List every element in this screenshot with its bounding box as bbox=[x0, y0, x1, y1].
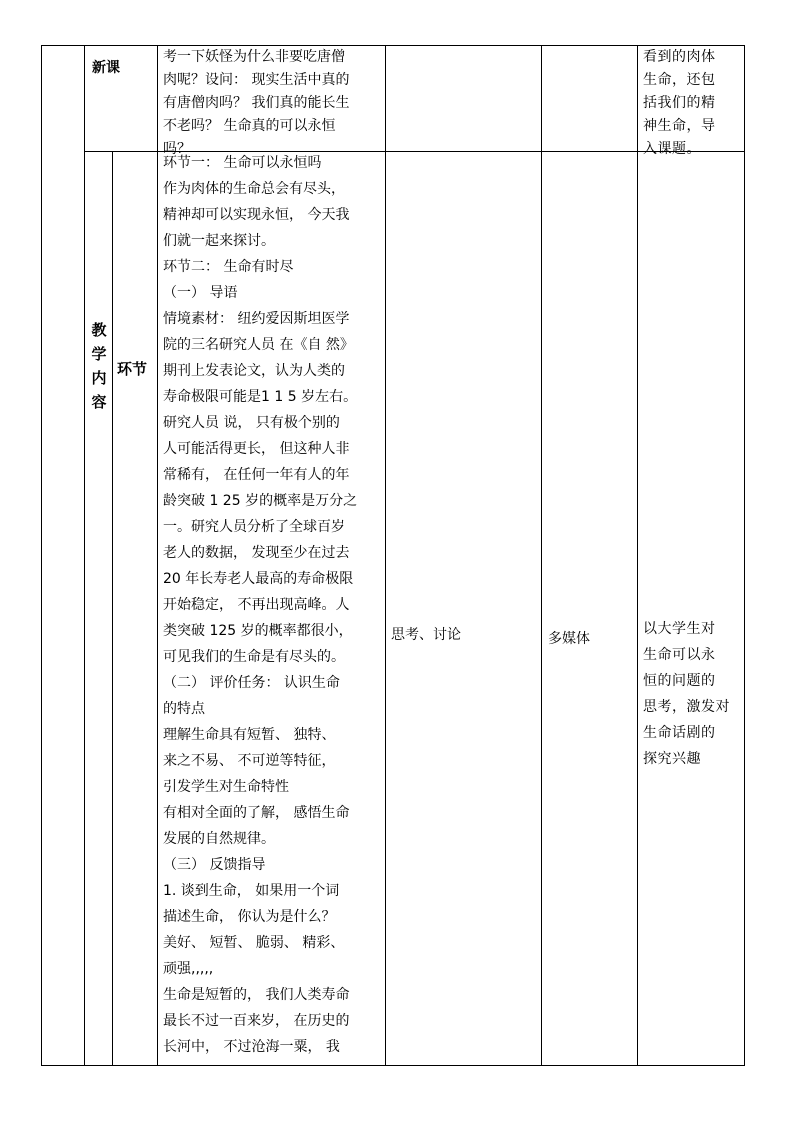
column-divider bbox=[84, 45, 85, 1066]
intent-line: 思考，激发对 bbox=[643, 699, 730, 715]
content-line: 院的三名研究人员 在《自 然》 bbox=[163, 337, 354, 353]
row1-content bbox=[163, 46, 349, 161]
intent-line: 入课题。 bbox=[643, 141, 701, 157]
content-line: 作为肉体的生命总会有尽头， bbox=[163, 181, 345, 197]
content-line: 有唐僧肉吗？ 我们真的能长生 bbox=[163, 95, 350, 111]
intent-line: 生命话剧的 bbox=[643, 725, 716, 741]
content-line: （三） 反馈指导 bbox=[163, 857, 266, 873]
content-line: 20 年长寿老人最高的寿命极限 bbox=[163, 571, 354, 587]
content-line: 期刊上发表论文，认为人类的 bbox=[163, 363, 345, 379]
content-line: 顽强,,,,, bbox=[163, 961, 214, 977]
content-line: 美好、 短暂、 脆弱、 精彩、 bbox=[163, 935, 345, 951]
content-line: 描述生命， 你认为是什么？ bbox=[163, 909, 336, 925]
content-line: 理解生命具有短暂、 独特、 bbox=[163, 727, 336, 743]
row2-intent bbox=[643, 616, 730, 772]
content-line: 人可能活得更长， 但这种人非 bbox=[163, 441, 350, 457]
content-line: 一。研究人员分析了全球百岁 bbox=[163, 519, 345, 535]
content-line: 环节一： 生命可以永恒吗 bbox=[163, 155, 322, 171]
content-line: 类突破 125 岁的概率都很小， bbox=[163, 623, 353, 639]
content-line: 考一下妖怪为什么非要吃唐僧 bbox=[163, 49, 345, 65]
intent-line: 探究兴趣 bbox=[643, 751, 701, 767]
content-line: 生命是短暂的， 我们人类寿命 bbox=[163, 987, 350, 1003]
intent-line: 看到的肉体 bbox=[643, 49, 716, 65]
column-divider bbox=[157, 45, 158, 1066]
content-line: 环节二： 生命有时尽 bbox=[163, 259, 294, 275]
row-sublabel-segment: 环节 bbox=[117, 360, 148, 378]
intent-line: 恒的问题的 bbox=[643, 673, 716, 689]
content-line: 不老吗？ 生命真的可以永恒 bbox=[163, 118, 336, 134]
content-line: （二） 评价任务： 认识生命 bbox=[163, 675, 340, 691]
content-line: 有相对全面的了解， 感悟生命 bbox=[163, 805, 350, 821]
content-line: 常稀有， 在任何一年有人的年 bbox=[163, 467, 350, 483]
content-line: 寿命极限可能是1 1 5 岁左右。 bbox=[163, 389, 358, 405]
content-line: 吗？ bbox=[163, 141, 191, 157]
intent-line: 神生命，导 bbox=[643, 118, 716, 134]
content-line: 老人的数据， 发现至少在过去 bbox=[163, 545, 350, 561]
lesson-table bbox=[41, 45, 745, 1066]
row1-intent bbox=[643, 46, 716, 161]
row-label-teaching-content: 教 学 内 容 bbox=[91, 321, 107, 411]
content-line: 精神却可以实现永恒， 今天我 bbox=[163, 207, 350, 223]
intent-line: 括我们的精 bbox=[643, 95, 716, 111]
column-divider bbox=[385, 45, 386, 1066]
intent-line: 生命可以永 bbox=[643, 647, 716, 663]
intent-line: 生命，还包 bbox=[643, 72, 716, 88]
column-divider bbox=[541, 45, 542, 1066]
content-line: 肉呢？设问： 现实生活中真的 bbox=[163, 72, 350, 88]
content-line: 1. 谈到生命， 如果用一个词 bbox=[163, 883, 340, 899]
intent-line: 以大学生对 bbox=[643, 621, 716, 637]
content-line: 可见我们的生命是有尽头的。 bbox=[163, 649, 345, 665]
teaching-media: 多媒体 bbox=[548, 631, 590, 647]
content-line: 们就一起来探讨。 bbox=[163, 233, 275, 249]
content-line: 的特点 bbox=[163, 701, 205, 717]
column-divider bbox=[112, 151, 113, 1066]
content-line: 龄突破 1 25 岁的概率是万分之 bbox=[163, 493, 358, 509]
content-line: 发展的自然规律。 bbox=[163, 831, 275, 847]
content-line: 情境素材： 纽约爱因斯坦医学 bbox=[163, 311, 350, 327]
content-line: 来之不易、 不可逆等特征， bbox=[163, 753, 336, 769]
content-line: 最长不过一百来岁， 在历史的 bbox=[163, 1013, 350, 1029]
student-activity: 思考、讨论 bbox=[391, 627, 461, 643]
row-label-new-lesson: 新课 bbox=[92, 60, 120, 76]
content-line: 研究人员 说， 只有极个别的 bbox=[163, 415, 340, 431]
content-line: （一） 导语 bbox=[163, 285, 238, 301]
content-line: 开始稳定， 不再出现高峰。人 bbox=[163, 597, 350, 613]
content-line: 长河中， 不过沧海一粟， 我 bbox=[163, 1039, 340, 1055]
row2-content bbox=[163, 150, 357, 1060]
content-line: 引发学生对生命特性 bbox=[163, 779, 289, 795]
column-divider bbox=[637, 45, 638, 1066]
